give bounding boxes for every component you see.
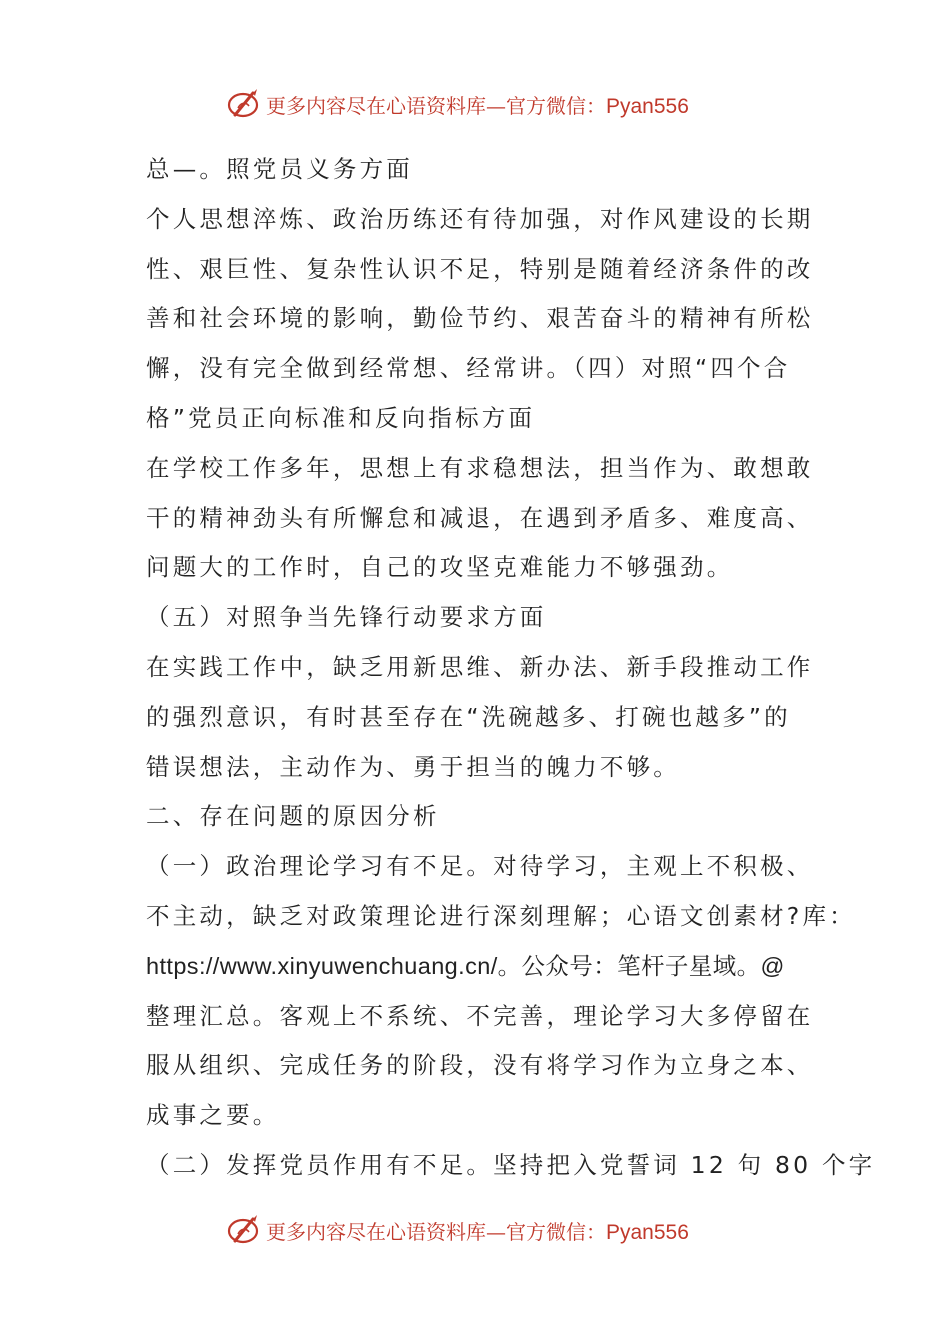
footer-banner-text: 更多内容尽在心语资料库—官方微信：Pyan556 (266, 1219, 689, 1244)
text-line: 成事之要。 (146, 1101, 280, 1130)
header-banner-text: 更多内容尽在心语资料库—官方微信：Pyan556 (266, 93, 689, 118)
text-line: 服从组织、完成任务的阶段，没有将学习作为立身之本、 (146, 1051, 814, 1080)
text-line: 不主动，缺乏对政策理论进行深刻理解；心语文创素材?库： (146, 901, 856, 930)
text-line: 懈，没有完全做到经常想、经常讲。（四）对照“四个合 (146, 354, 791, 383)
text-line: 性、艰巨性、复杂性认识不足，特别是随着经济条件的改 (146, 254, 814, 283)
text-line: 的强烈意识，有时甚至存在“洗碗越多、打碗也越多”的 (146, 702, 791, 731)
footer-wechat-id: Pyan556 (606, 1220, 689, 1244)
text-line: 整理汇总。客观上不系统、不完善，理论学习大多停留在 (146, 1001, 814, 1030)
pen-logo-icon (226, 1212, 262, 1248)
text-line: 格”党员正向标准和反向指标方面 (146, 403, 536, 432)
text-line: 问题大的工作时，自己的攻坚克难能力不够强劲。 (146, 553, 734, 582)
text-line: 在实践工作中，缺乏用新思维、新办法、新手段推动工作 (146, 652, 814, 681)
text-line: 在学校工作多年，思想上有求稳想法，担当作为、敢想敢 (146, 453, 814, 482)
header-banner (226, 84, 689, 124)
url-line: https://www.xinyuwenchuang.cn/。公众号：笔杆子星域。@ (146, 952, 785, 979)
text-line: 个人思想淬炼、政治历练还有待加强，对作风建设的长期 (146, 204, 814, 233)
pen-logo-icon (226, 86, 262, 122)
section-heading: （五）对照争当先锋行动要求方面 (146, 603, 547, 632)
text-line: （二）发挥党员作用有不足。坚持把入党誓词 12 句 80 个字 (146, 1150, 876, 1179)
text-line: 干的精神劲头有所懈怠和减退，在遇到矛盾多、难度高、 (146, 503, 814, 532)
header-wechat-id: Pyan556 (606, 94, 689, 118)
text-line: 错误想法，主动作为、勇于担当的魄力不够。 (146, 752, 680, 781)
document-body (146, 145, 876, 1191)
text-line: 善和社会环境的影响，勤俭节约、艰苦奋斗的精神有所松 (146, 304, 814, 333)
text-line: （一）政治理论学习有不足。对待学习，主观上不积极、 (146, 852, 814, 881)
text-line: 总—。照党员义务方面 (146, 155, 413, 183)
section-heading: 二、存在问题的原因分析 (146, 802, 440, 831)
footer-banner (226, 1210, 689, 1250)
